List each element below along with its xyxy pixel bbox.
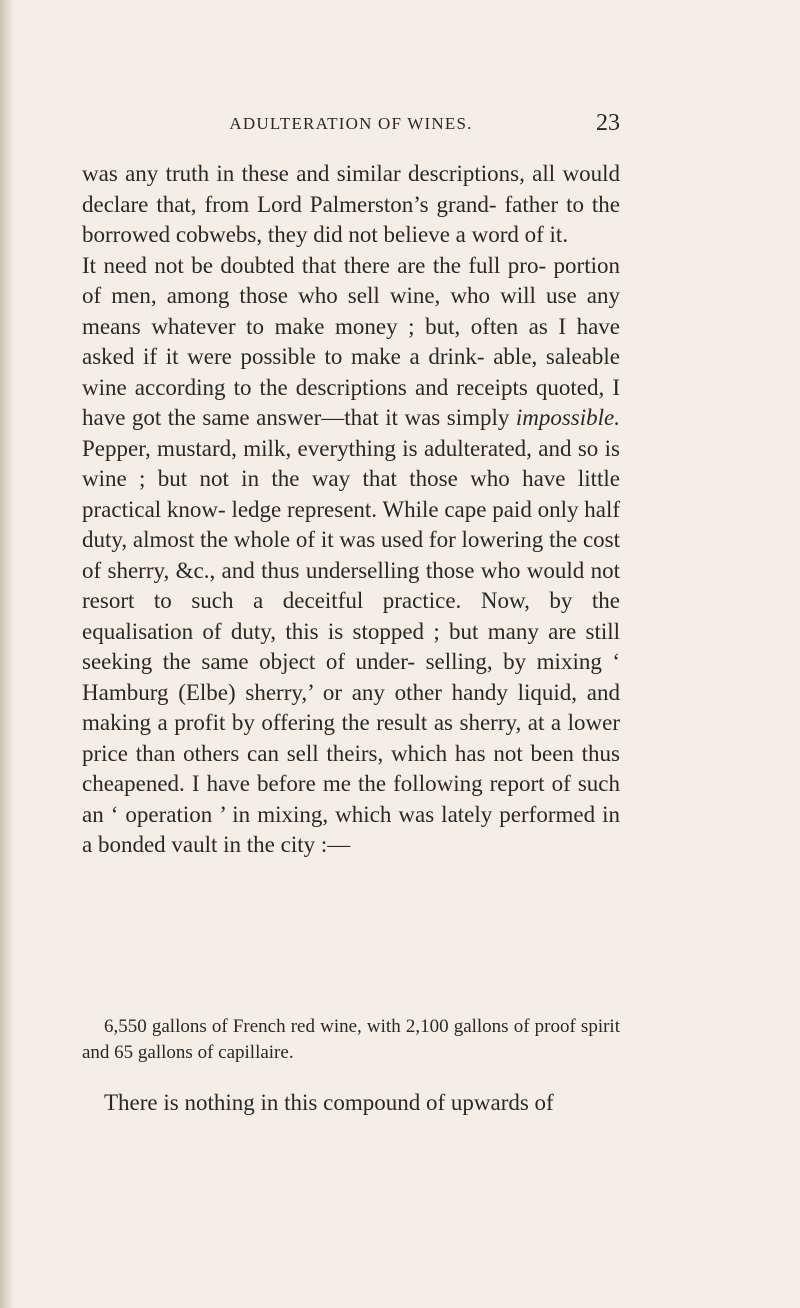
paragraph-2-text-a: It need not be doubted that there are the full pro- portion of men, among those who sell wine, who will use any means whatever to make money ; but, often as I have asked if it were possible to make a drink- able, saleable wine according to the descriptions and receipts quoted, I have got the same answer—that it was simply [82, 252, 620, 430]
page-number: 23 [596, 110, 620, 136]
body-text [82, 159, 620, 861]
quoted-report: 6,550 gallons of French red wine, with 2,100 gallons of proof spirit and 65 gallons of capillaire. [82, 1016, 620, 1063]
running-head: ADULTERATION OF WINES. [229, 114, 473, 133]
paragraph-2 [82, 251, 620, 861]
paragraph-1-line-1: was any truth in these and similar descriptions, all [82, 161, 556, 186]
paragraph-1-line-3: father to the borrowed cobwebs, they did not believe [82, 191, 620, 247]
paragraph-2-text-b: Pepper, mustard, milk, everything is adulterated, and so is wine ; but not in the way that those who have little practical know- ledge represent. While cape paid only half duty, almost the whole of it was used for lowering the cost of sherry, &c., and thus underselling those who would not resort to such a deceitful practice. Now, by the equalisation of duty, this is stopped ; but many are still seeking the same object of under- selling, by mixing ‘ Hamburg (Elbe) sherry,’ or any other handy liquid, and making a profit by offering the result as sherry, at a lower price than others can sell theirs, which has not been thus cheapened. I have before me the following report of such an ‘ operation ’ in mixing, which was lately performed in a bonded vault in the city :— [82, 435, 620, 857]
paragraph-1-line-2: would declare that, from Lord Palmerston’s grand- [82, 161, 620, 217]
page-edge [0, 0, 14, 1308]
page-header [82, 110, 620, 144]
final-line: There is nothing in this compound of upwards of [104, 1090, 554, 1115]
paragraph-1-line-4: a word of it. [455, 222, 569, 247]
paragraph-2-italic: impossible. [515, 405, 620, 430]
paragraph-1 [82, 159, 620, 251]
